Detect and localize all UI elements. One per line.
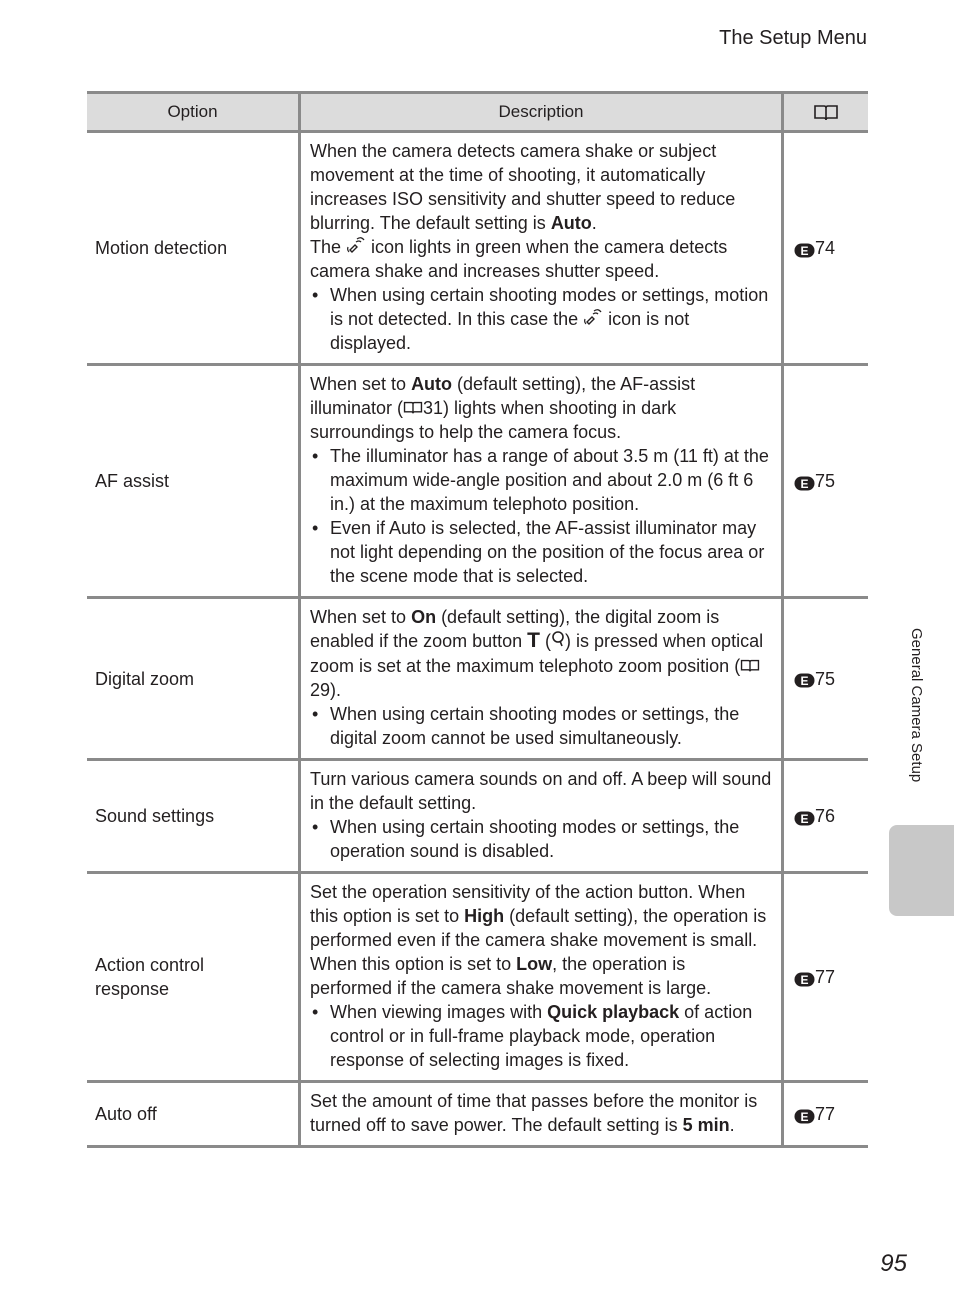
- reference-page: 76: [815, 806, 836, 827]
- page-reference[interactable]: [783, 873, 869, 1082]
- svg-text:E: E: [800, 674, 809, 689]
- reference-section-icon: [794, 670, 815, 689]
- page-reference[interactable]: [783, 132, 869, 365]
- description-paragraph: The icon lights in green when the camera detects camera shake and increases shutter speed.: [310, 237, 728, 281]
- description-bullet: • The illuminator has a range of about 3.5 m (11 ft) at the maximum wide-angle position and about 2.0 m (6 ft 6 in.) at the maximum telephoto position.: [310, 444, 772, 516]
- svg-text:E: E: [800, 973, 809, 987]
- page-reference[interactable]: [783, 365, 869, 598]
- option-name: Sound settings: [87, 760, 300, 873]
- reference-page: 75: [815, 471, 836, 491]
- option-description: [300, 873, 783, 1082]
- section-tab[interactable]: [889, 825, 954, 916]
- option-description: [300, 598, 783, 760]
- option-name: Action control response: [87, 873, 300, 1082]
- book-icon: [813, 104, 839, 122]
- reference-page: 77: [815, 1104, 836, 1125]
- reference-section-icon: [794, 473, 815, 491]
- description-bullet: • When using certain shooting modes or settings, the operation sound is disabled.: [310, 815, 772, 863]
- motion-detection-icon: [346, 236, 366, 254]
- option-description: [300, 760, 783, 873]
- description-bullet: • When using certain shooting modes or settings, the digital zoom cannot be used simultaneously.: [310, 702, 772, 750]
- reference-page: 77: [815, 967, 836, 988]
- column-header-option: Option: [87, 93, 300, 132]
- reference-section-icon: [794, 240, 815, 258]
- table-row: [87, 1082, 868, 1147]
- table-header-row: [87, 93, 868, 132]
- svg-text:E: E: [800, 812, 809, 826]
- option-name: AF assist: [87, 365, 300, 598]
- page-reference[interactable]: [783, 598, 869, 760]
- description-paragraph: When the camera detects camera shake or subject movement at the time of shooting, it automatically increases ISO sensitivity and shutter speed to reduce blurring. The default setting is Auto.: [310, 141, 736, 233]
- section-side-label: General Camera Setup: [908, 628, 925, 783]
- svg-text:E: E: [800, 1110, 809, 1124]
- description-paragraph: Set the operation sensitivity of the action button. When this option is set to High (default setting), the operation is performed even if the camera shake movement is small. When this option is set to Low, the operation is performed if the camera shake movement is large.: [310, 882, 767, 999]
- reference-section-icon: [794, 808, 815, 826]
- option-description: [300, 1082, 783, 1147]
- column-header-reference: [783, 93, 869, 132]
- table-row: [87, 132, 868, 365]
- description-paragraph: When set to Auto (default setting), the AF-assist illuminator ( 31) lights when shooting in dark surroundings to help the camera focus.: [310, 374, 696, 442]
- book-icon: [740, 658, 760, 674]
- option-name: Digital zoom: [87, 598, 300, 760]
- table-row: [87, 365, 868, 598]
- zoom-telephoto-symbol: T: [527, 629, 540, 652]
- description-bullet: • When using certain shooting modes or settings, motion is not detected. In this case the icon is not displayed.: [310, 283, 772, 355]
- page-number: 95: [880, 1250, 907, 1277]
- option-name: Auto off: [87, 1082, 300, 1147]
- reference-page: 74: [815, 238, 836, 258]
- svg-text:E: E: [800, 243, 809, 258]
- page-reference[interactable]: [783, 1082, 869, 1147]
- option-description: [300, 132, 783, 365]
- description-paragraph: Set the amount of time that passes before the monitor is turned off to save power. The default setting is 5 min.: [310, 1091, 758, 1136]
- option-name: Motion detection: [87, 132, 300, 365]
- section-title: The Setup Menu: [719, 27, 867, 49]
- option-description: [300, 365, 783, 598]
- table-row: [87, 873, 868, 1082]
- description-paragraph: Turn various camera sounds on and off. A beep will sound in the default setting.: [310, 769, 772, 814]
- description-bullet: • Even if Auto is selected, the AF-assist illuminator may not light depending on the position of the focus area or the scene mode that is selected.: [310, 516, 772, 588]
- column-header-description: Description: [300, 93, 783, 132]
- motion-detection-icon: [583, 308, 603, 326]
- reference-section-icon: [794, 1106, 815, 1124]
- book-icon: [403, 400, 423, 416]
- description-paragraph: When set to On (default setting), the digital zoom is enabled if the zoom button T ( ) is pressed when optical zoom is set at the maximum telephoto zoom position ( 29).: [310, 607, 764, 701]
- table-row: [87, 598, 868, 760]
- page-reference[interactable]: [783, 760, 869, 873]
- reference-section-icon: [794, 969, 815, 987]
- table-row: [87, 760, 868, 873]
- svg-text:E: E: [800, 476, 809, 491]
- description-bullet: • When viewing images with Quick playback of action control or in full-frame playback mode, operation response of selecting images is fixed.: [310, 1000, 772, 1072]
- magnify-icon: [551, 630, 565, 654]
- setup-menu-table: [87, 91, 868, 1148]
- reference-page: 75: [815, 668, 836, 689]
